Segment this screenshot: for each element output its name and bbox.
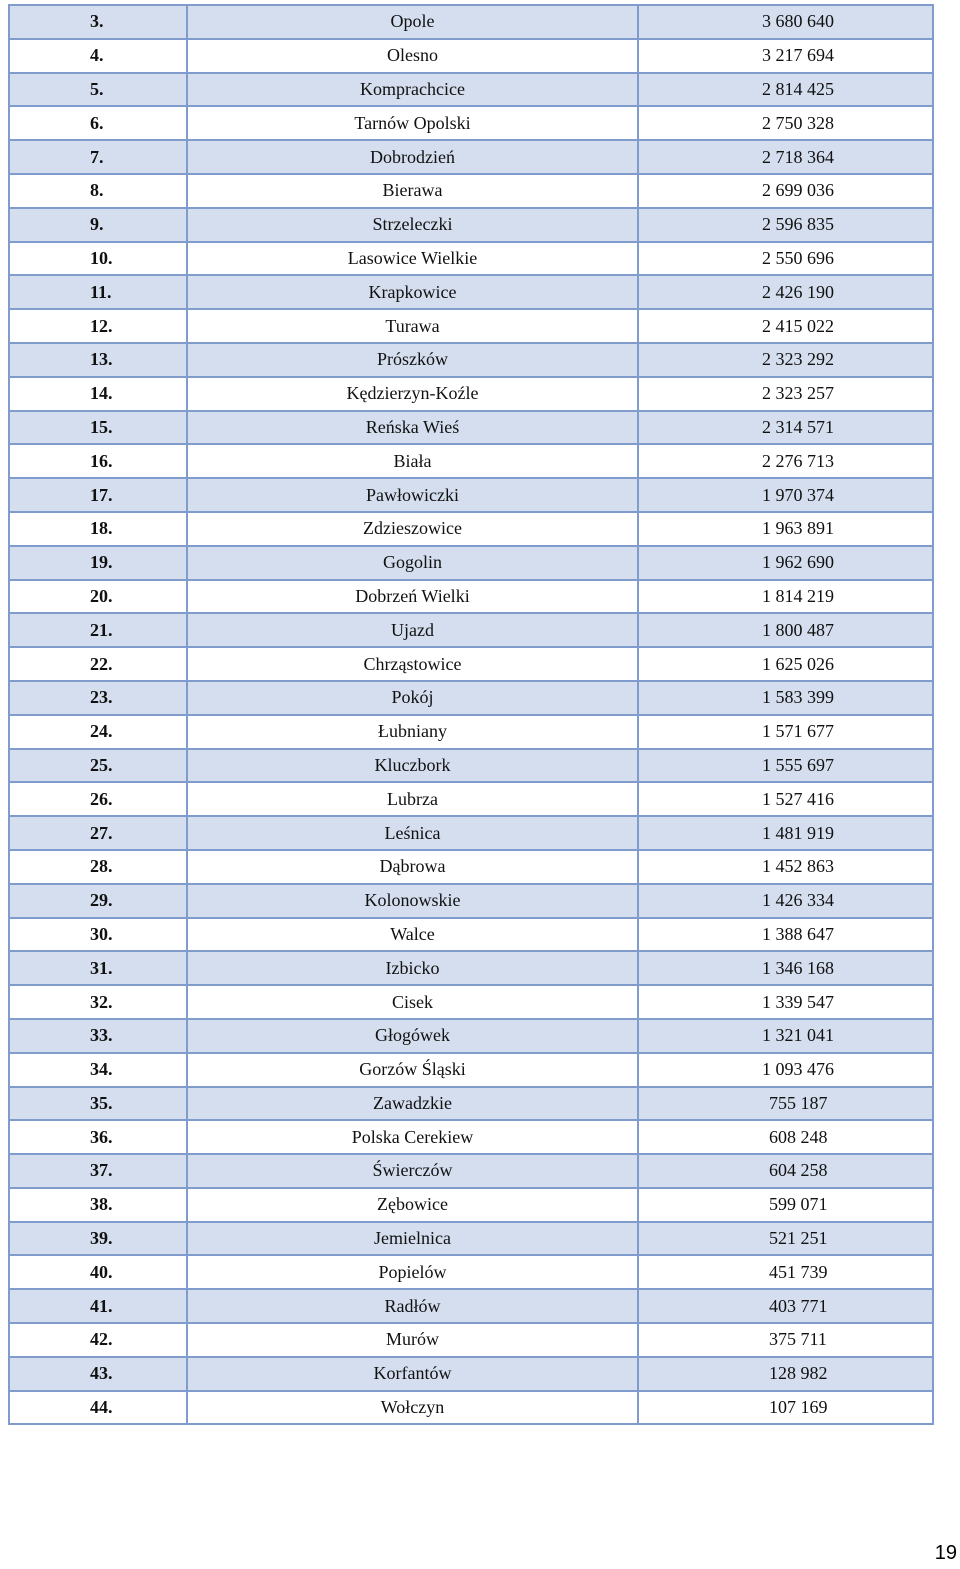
municipality-cell: Izbicko bbox=[187, 951, 638, 985]
rank-cell: 16. bbox=[9, 444, 187, 478]
municipality-cell: Kluczbork bbox=[187, 749, 638, 783]
rank-cell: 33. bbox=[9, 1019, 187, 1053]
municipality-cell: Cisek bbox=[187, 985, 638, 1019]
table-row bbox=[9, 884, 933, 918]
value-cell: 1 426 334 bbox=[638, 884, 933, 918]
table-row bbox=[9, 749, 933, 783]
municipality-cell: Bierawa bbox=[187, 174, 638, 208]
table-row bbox=[9, 1323, 933, 1357]
table-row bbox=[9, 106, 933, 140]
table-row bbox=[9, 275, 933, 309]
table-row bbox=[9, 1357, 933, 1391]
municipality-cell: Jemielnica bbox=[187, 1222, 638, 1256]
table-row bbox=[9, 715, 933, 749]
table-row bbox=[9, 444, 933, 478]
rank-cell: 34. bbox=[9, 1053, 187, 1087]
municipality-cell: Krapkowice bbox=[187, 275, 638, 309]
table-row bbox=[9, 985, 933, 1019]
value-cell: 1 571 677 bbox=[638, 715, 933, 749]
rank-cell: 19. bbox=[9, 546, 187, 580]
municipality-cell: Turawa bbox=[187, 309, 638, 343]
rank-cell: 26. bbox=[9, 782, 187, 816]
municipality-cell: Dobrodzień bbox=[187, 140, 638, 174]
value-cell: 1 339 547 bbox=[638, 985, 933, 1019]
value-cell: 1 388 647 bbox=[638, 918, 933, 952]
table-row bbox=[9, 951, 933, 985]
table-row bbox=[9, 1255, 933, 1289]
table-row bbox=[9, 816, 933, 850]
table-row bbox=[9, 73, 933, 107]
value-cell: 1 527 416 bbox=[638, 782, 933, 816]
rank-cell: 30. bbox=[9, 918, 187, 952]
rank-cell: 18. bbox=[9, 512, 187, 546]
value-cell: 128 982 bbox=[638, 1357, 933, 1391]
rank-cell: 14. bbox=[9, 377, 187, 411]
municipality-cell: Chrząstowice bbox=[187, 647, 638, 681]
table-row bbox=[9, 647, 933, 681]
table-row bbox=[9, 681, 933, 715]
rank-cell: 39. bbox=[9, 1222, 187, 1256]
rank-cell: 5. bbox=[9, 73, 187, 107]
municipality-cell: Walce bbox=[187, 918, 638, 952]
table-row bbox=[9, 140, 933, 174]
value-cell: 403 771 bbox=[638, 1289, 933, 1323]
value-cell: 1 346 168 bbox=[638, 951, 933, 985]
rank-cell: 40. bbox=[9, 1255, 187, 1289]
rank-cell: 36. bbox=[9, 1120, 187, 1154]
value-cell: 1 093 476 bbox=[638, 1053, 933, 1087]
rank-cell: 9. bbox=[9, 208, 187, 242]
value-cell: 2 323 257 bbox=[638, 377, 933, 411]
municipality-cell: Polska Cerekiew bbox=[187, 1120, 638, 1154]
municipality-cell: Gogolin bbox=[187, 546, 638, 580]
rank-cell: 10. bbox=[9, 242, 187, 276]
rank-cell: 17. bbox=[9, 478, 187, 512]
municipality-cell: Reńska Wieś bbox=[187, 411, 638, 445]
table-row bbox=[9, 546, 933, 580]
value-cell: 2 550 696 bbox=[638, 242, 933, 276]
municipality-cell: Zębowice bbox=[187, 1188, 638, 1222]
value-cell: 755 187 bbox=[638, 1087, 933, 1121]
value-cell: 2 314 571 bbox=[638, 411, 933, 445]
table-row bbox=[9, 1019, 933, 1053]
municipality-cell: Pawłowiczki bbox=[187, 478, 638, 512]
municipality-cell: Komprachcice bbox=[187, 73, 638, 107]
table-row bbox=[9, 850, 933, 884]
municipality-cell: Lubrza bbox=[187, 782, 638, 816]
municipality-cell: Korfantów bbox=[187, 1357, 638, 1391]
table-row bbox=[9, 208, 933, 242]
value-cell: 2 415 022 bbox=[638, 309, 933, 343]
municipality-cell: Leśnica bbox=[187, 816, 638, 850]
value-cell: 451 739 bbox=[638, 1255, 933, 1289]
table-row bbox=[9, 39, 933, 73]
table-row bbox=[9, 782, 933, 816]
value-cell: 608 248 bbox=[638, 1120, 933, 1154]
rank-cell: 43. bbox=[9, 1357, 187, 1391]
value-cell: 521 251 bbox=[638, 1222, 933, 1256]
value-cell: 2 699 036 bbox=[638, 174, 933, 208]
value-cell: 2 323 292 bbox=[638, 343, 933, 377]
municipality-cell: Kolonowskie bbox=[187, 884, 638, 918]
value-cell: 2 718 364 bbox=[638, 140, 933, 174]
value-cell: 1 625 026 bbox=[638, 647, 933, 681]
rank-cell: 3. bbox=[9, 5, 187, 39]
value-cell: 2 596 835 bbox=[638, 208, 933, 242]
rank-cell: 15. bbox=[9, 411, 187, 445]
value-cell: 1 321 041 bbox=[638, 1019, 933, 1053]
value-cell: 1 814 219 bbox=[638, 580, 933, 614]
rank-cell: 28. bbox=[9, 850, 187, 884]
rank-cell: 21. bbox=[9, 613, 187, 647]
rank-cell: 24. bbox=[9, 715, 187, 749]
municipality-cell: Wołczyn bbox=[187, 1391, 638, 1425]
rank-cell: 41. bbox=[9, 1289, 187, 1323]
municipality-cell: Łubniany bbox=[187, 715, 638, 749]
municipality-cell: Biała bbox=[187, 444, 638, 478]
rank-cell: 27. bbox=[9, 816, 187, 850]
municipality-cell: Olesno bbox=[187, 39, 638, 73]
table-row bbox=[9, 1188, 933, 1222]
municipality-cell: Zdzieszowice bbox=[187, 512, 638, 546]
table-row bbox=[9, 613, 933, 647]
value-cell: 3 217 694 bbox=[638, 39, 933, 73]
rank-cell: 31. bbox=[9, 951, 187, 985]
table-row bbox=[9, 512, 933, 546]
municipality-cell: Strzeleczki bbox=[187, 208, 638, 242]
municipality-cell: Prószków bbox=[187, 343, 638, 377]
rank-cell: 20. bbox=[9, 580, 187, 614]
rank-cell: 38. bbox=[9, 1188, 187, 1222]
municipality-cell: Lasowice Wielkie bbox=[187, 242, 638, 276]
data-table bbox=[8, 4, 932, 1425]
value-cell: 604 258 bbox=[638, 1154, 933, 1188]
table-row bbox=[9, 1120, 933, 1154]
municipality-cell: Ujazd bbox=[187, 613, 638, 647]
table-row bbox=[9, 1053, 933, 1087]
table-row bbox=[9, 1087, 933, 1121]
table-row bbox=[9, 478, 933, 512]
table-row bbox=[9, 5, 933, 39]
rank-cell: 11. bbox=[9, 275, 187, 309]
value-cell: 1 963 891 bbox=[638, 512, 933, 546]
rank-cell: 44. bbox=[9, 1391, 187, 1425]
table-row bbox=[9, 918, 933, 952]
value-cell: 3 680 640 bbox=[638, 5, 933, 39]
table-row bbox=[9, 377, 933, 411]
value-cell: 107 169 bbox=[638, 1391, 933, 1425]
municipality-cell: Opole bbox=[187, 5, 638, 39]
table-row bbox=[9, 242, 933, 276]
table-row bbox=[9, 1289, 933, 1323]
municipality-cell: Tarnów Opolski bbox=[187, 106, 638, 140]
municipality-cell: Kędzierzyn-Koźle bbox=[187, 377, 638, 411]
rank-cell: 6. bbox=[9, 106, 187, 140]
table-row bbox=[9, 1222, 933, 1256]
value-cell: 1 481 919 bbox=[638, 816, 933, 850]
value-cell: 2 814 425 bbox=[638, 73, 933, 107]
table-row bbox=[9, 580, 933, 614]
value-cell: 2 750 328 bbox=[638, 106, 933, 140]
value-cell: 2 426 190 bbox=[638, 275, 933, 309]
municipality-cell: Zawadzkie bbox=[187, 1087, 638, 1121]
rank-cell: 12. bbox=[9, 309, 187, 343]
table-row bbox=[9, 174, 933, 208]
value-cell: 1 555 697 bbox=[638, 749, 933, 783]
rank-cell: 37. bbox=[9, 1154, 187, 1188]
municipality-cell: Popielów bbox=[187, 1255, 638, 1289]
table-row bbox=[9, 309, 933, 343]
rank-cell: 13. bbox=[9, 343, 187, 377]
value-cell: 599 071 bbox=[638, 1188, 933, 1222]
rank-cell: 25. bbox=[9, 749, 187, 783]
value-cell: 1 962 690 bbox=[638, 546, 933, 580]
table-body bbox=[9, 5, 933, 1424]
rank-cell: 7. bbox=[9, 140, 187, 174]
municipality-cell: Radłów bbox=[187, 1289, 638, 1323]
value-cell: 375 711 bbox=[638, 1323, 933, 1357]
table-row bbox=[9, 411, 933, 445]
rank-cell: 32. bbox=[9, 985, 187, 1019]
rank-cell: 22. bbox=[9, 647, 187, 681]
rank-cell: 35. bbox=[9, 1087, 187, 1121]
rank-cell: 29. bbox=[9, 884, 187, 918]
municipality-cell: Świerczów bbox=[187, 1154, 638, 1188]
value-cell: 1 800 487 bbox=[638, 613, 933, 647]
municipality-cell: Głogówek bbox=[187, 1019, 638, 1053]
ranking-table bbox=[8, 4, 934, 1425]
value-cell: 1 583 399 bbox=[638, 681, 933, 715]
municipality-cell: Dobrzeń Wielki bbox=[187, 580, 638, 614]
table-row bbox=[9, 1391, 933, 1425]
municipality-cell: Pokój bbox=[187, 681, 638, 715]
rank-cell: 4. bbox=[9, 39, 187, 73]
table-row bbox=[9, 1154, 933, 1188]
value-cell: 1 452 863 bbox=[638, 850, 933, 884]
table-row bbox=[9, 343, 933, 377]
rank-cell: 42. bbox=[9, 1323, 187, 1357]
rank-cell: 8. bbox=[9, 174, 187, 208]
municipality-cell: Gorzów Śląski bbox=[187, 1053, 638, 1087]
rank-cell: 23. bbox=[9, 681, 187, 715]
municipality-cell: Dąbrowa bbox=[187, 850, 638, 884]
page-number: 19 bbox=[934, 1542, 957, 1564]
value-cell: 2 276 713 bbox=[638, 444, 933, 478]
municipality-cell: Murów bbox=[187, 1323, 638, 1357]
value-cell: 1 970 374 bbox=[638, 478, 933, 512]
